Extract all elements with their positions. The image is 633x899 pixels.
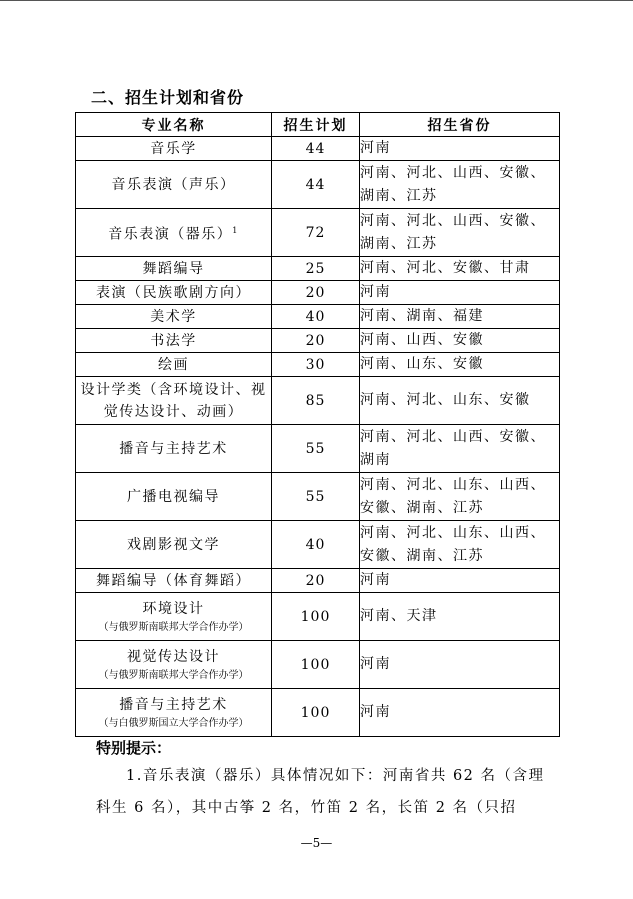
major-name: 音乐表演（声乐） <box>76 161 272 209</box>
table-row <box>76 329 560 353</box>
plan-count: 40 <box>272 521 360 569</box>
plan-count: 85 <box>272 377 360 425</box>
provinces: 河南、河北、山东、安徽 <box>360 377 560 425</box>
provinces: 河南、天津 <box>360 593 560 641</box>
provinces: 河南、河北、山东、山西、安徽、湖南、江苏 <box>360 473 560 521</box>
table-row <box>76 257 560 281</box>
provinces: 河南、河北、山西、安徽、湖南、江苏 <box>360 209 560 257</box>
major-name: 戏剧影视文学 <box>76 521 272 569</box>
major-name: 设计学类（含环境设计、视觉传达设计、动画） <box>76 377 272 425</box>
plan-count: 55 <box>272 425 360 473</box>
table-row <box>76 137 560 161</box>
provinces: 河南 <box>360 281 560 305</box>
provinces: 河南、河北、山西、安徽、湖南 <box>360 425 560 473</box>
header-provinces: 招生省份 <box>360 113 560 137</box>
major-name: 舞蹈编导（体育舞蹈） <box>76 569 272 593</box>
major-name: 广播电视编导 <box>76 473 272 521</box>
major-name-cell <box>76 593 272 641</box>
header-major-name: 专业名称 <box>76 113 272 137</box>
major-name: 视觉传达设计 <box>127 649 220 665</box>
major-name: 播音与主持艺术 <box>119 697 228 713</box>
major-name: 绘画 <box>76 353 272 377</box>
plan-count: 44 <box>272 137 360 161</box>
table-row <box>76 641 560 689</box>
enrollment-plan-table <box>75 112 560 737</box>
table-row <box>76 425 560 473</box>
table-row <box>76 473 560 521</box>
page-number: —5— <box>300 836 333 850</box>
plan-count: 20 <box>272 281 360 305</box>
provinces: 河南 <box>360 137 560 161</box>
major-name: 播音与主持艺术 <box>76 425 272 473</box>
major-name: 表演（民族歌剧方向） <box>76 281 272 305</box>
table-row <box>76 593 560 641</box>
plan-count: 20 <box>272 329 360 353</box>
provinces: 河南 <box>360 689 560 737</box>
plan-count: 25 <box>272 257 360 281</box>
table-row <box>76 161 560 209</box>
special-notice-title: 特别提示： <box>96 739 172 757</box>
cooperation-note: （与白俄罗斯国立大学合作办学） <box>98 718 249 729</box>
plan-count: 100 <box>272 593 360 641</box>
major-name: 舞蹈编导 <box>76 257 272 281</box>
table-row <box>76 305 560 329</box>
plan-count: 44 <box>272 161 360 209</box>
major-name: 书法学 <box>76 329 272 353</box>
provinces: 河南 <box>360 569 560 593</box>
plan-count: 100 <box>272 689 360 737</box>
notice-paragraph: 1.音乐表演（器乐）具体情况如下：河南省共 62 名（含理科生 6 名），其中古筝 2 名，竹笛 2 名，长笛 2 名（只招 <box>96 768 545 816</box>
table-row <box>76 377 560 425</box>
table-header-row <box>76 113 560 137</box>
plan-count: 72 <box>272 209 360 257</box>
table-row <box>76 353 560 377</box>
footnote-marker: 1 <box>232 225 239 235</box>
section-title: 二、招生计划和省份 <box>91 88 245 107</box>
major-name: 音乐表演（器乐） <box>108 226 233 243</box>
plan-count: 30 <box>272 353 360 377</box>
provinces: 河南、河北、安徽、甘肃 <box>360 257 560 281</box>
provinces: 河南、山西、安徽 <box>360 329 560 353</box>
cooperation-note: （与俄罗斯南联邦大学合作办学） <box>98 670 249 681</box>
table-row <box>76 521 560 569</box>
provinces: 河南、湖南、福建 <box>360 305 560 329</box>
cooperation-note: （与俄罗斯南联邦大学合作办学） <box>98 622 249 633</box>
table-row <box>76 281 560 305</box>
plan-count: 100 <box>272 641 360 689</box>
plan-count: 20 <box>272 569 360 593</box>
major-name-cell <box>76 641 272 689</box>
major-name: 环境设计 <box>142 601 205 617</box>
provinces: 河南、河北、山西、安徽、湖南、江苏 <box>360 161 560 209</box>
provinces: 河南、河北、山东、山西、安徽、湖南、江苏 <box>360 521 560 569</box>
top-border-line <box>0 0 633 1</box>
plan-count: 40 <box>272 305 360 329</box>
major-name: 美术学 <box>76 305 272 329</box>
provinces: 河南 <box>360 641 560 689</box>
table-row <box>76 689 560 737</box>
major-name-cell <box>76 209 272 257</box>
major-name: 音乐学 <box>76 137 272 161</box>
major-name-cell <box>76 689 272 737</box>
table-row <box>76 569 560 593</box>
table-row <box>76 209 560 257</box>
provinces: 河南、山东、安徽 <box>360 353 560 377</box>
plan-count: 55 <box>272 473 360 521</box>
header-plan-count: 招生计划 <box>272 113 360 137</box>
